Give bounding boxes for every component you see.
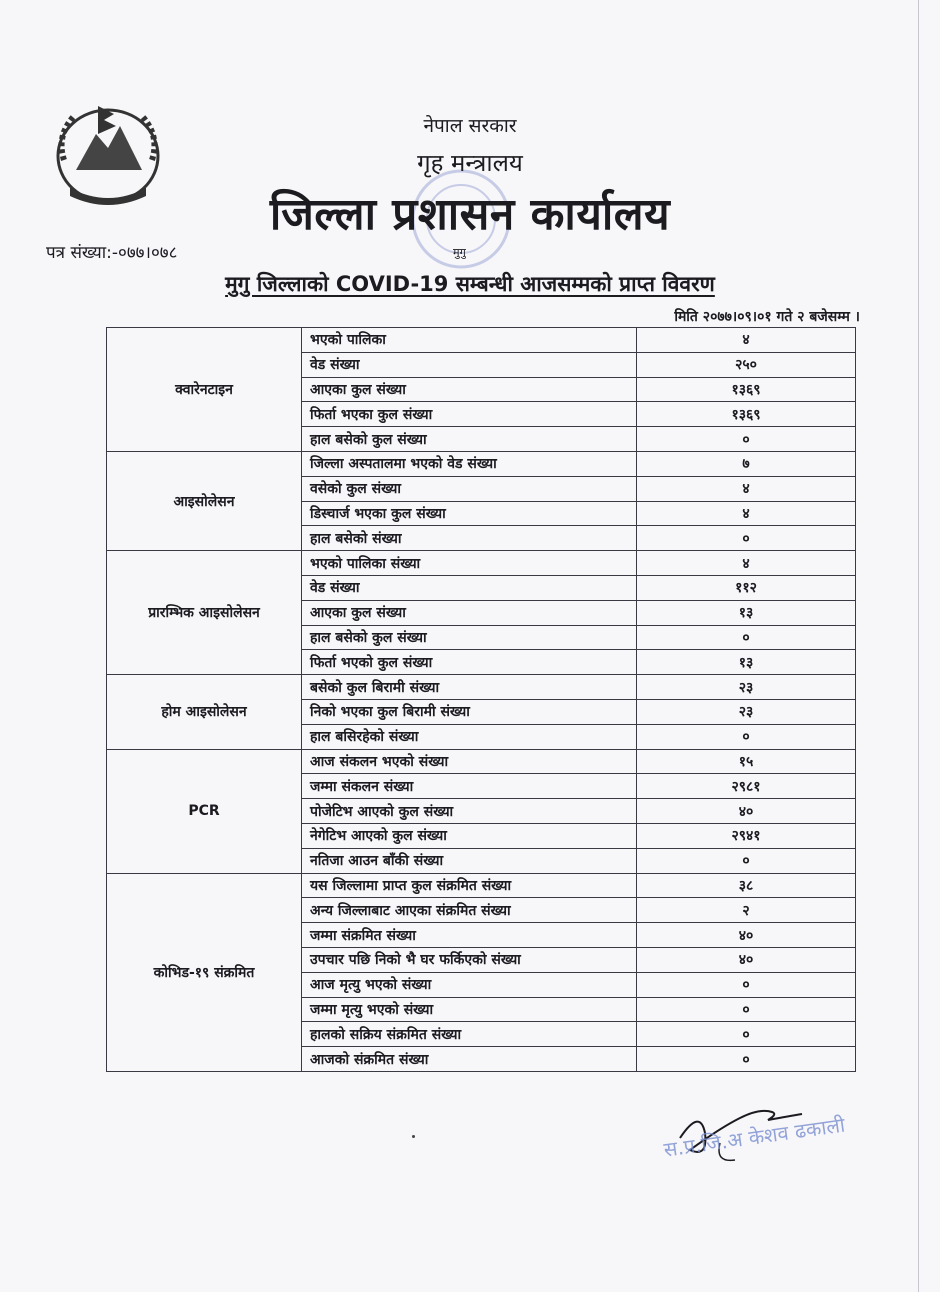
category-cell: कोभिड-१९ संक्रमित <box>107 873 302 1071</box>
item-value-cell: ० <box>637 724 856 749</box>
item-value-cell: ४० <box>637 947 856 972</box>
table-row <box>107 873 856 898</box>
item-value-cell: ३८ <box>637 873 856 898</box>
table-row <box>107 551 856 576</box>
item-label-cell: वेड संख्या <box>302 575 637 600</box>
item-value-cell: ० <box>637 997 856 1022</box>
letter-number: पत्र संख्या:-०७७।०७८ <box>46 243 178 263</box>
ink-dot <box>412 1135 415 1138</box>
item-label-cell: आज मृत्यु भएको संख्या <box>302 972 637 997</box>
item-value-cell: १३ <box>637 600 856 625</box>
table-row <box>107 749 856 774</box>
item-value-cell: ० <box>637 526 856 551</box>
category-cell: होम आइसोलेसन <box>107 675 302 749</box>
item-label-cell: आजको संक्रमित संख्या <box>302 1047 637 1072</box>
item-label-cell: उपचार पछि निको भै घर फर्किएको संख्या <box>302 947 637 972</box>
report-date: मिति २०७७।०९।०१ गते २ बजेसम्म । <box>674 309 860 325</box>
item-label-cell: हाल बसेको कुल संख्या <box>302 625 637 650</box>
item-value-cell: २९४१ <box>637 823 856 848</box>
item-value-cell: १३६९ <box>637 402 856 427</box>
item-value-cell: ४ <box>637 476 856 501</box>
item-label-cell: भएको पालिका संख्या <box>302 551 637 576</box>
item-value-cell: २९८१ <box>637 774 856 799</box>
item-value-cell: १३६९ <box>637 377 856 402</box>
item-value-cell: ० <box>637 427 856 452</box>
item-value-cell: ११२ <box>637 575 856 600</box>
category-cell: आइसोलेसन <box>107 451 302 550</box>
item-value-cell: २ <box>637 898 856 923</box>
item-label-cell: बसेको कुल बिरामी संख्या <box>302 675 637 700</box>
item-label-cell: फिर्ता भएको कुल संख्या <box>302 650 637 675</box>
item-value-cell: १३ <box>637 650 856 675</box>
item-label-cell: भएको पालिका <box>302 328 637 353</box>
item-value-cell: १५ <box>637 749 856 774</box>
item-label-cell: फिर्ता भएका कुल संख्या <box>302 402 637 427</box>
item-label-cell: हालको सक्रिय संक्रमित संख्या <box>302 1022 637 1047</box>
item-value-cell: ४ <box>637 328 856 353</box>
category-cell: प्रारम्भिक आइसोलेसन <box>107 551 302 675</box>
item-value-cell: ० <box>637 972 856 997</box>
table-row <box>107 451 856 476</box>
item-label-cell: जम्मा संकलन संख्या <box>302 774 637 799</box>
subject-heading <box>0 270 940 298</box>
item-value-cell: ० <box>637 1047 856 1072</box>
signatory-stamp: स.प्र.जि.अ केशव ढकाली <box>662 1112 847 1162</box>
ministry-name: गृह मन्त्रालय <box>417 149 523 177</box>
item-value-cell: ४० <box>637 923 856 948</box>
district-name: मुगु <box>453 246 466 259</box>
item-label-cell: नतिजा आउन बाँकी संख्या <box>302 848 637 873</box>
item-label-cell: डिस्चार्ज भएका कुल संख्या <box>302 501 637 526</box>
item-label-cell: वसेको कुल संख्या <box>302 476 637 501</box>
item-label-cell: जम्मा मृत्यु भएको संख्या <box>302 997 637 1022</box>
covid-status-table <box>106 327 856 1072</box>
item-value-cell: ४ <box>637 501 856 526</box>
item-label-cell: आज संकलन भएको संख्या <box>302 749 637 774</box>
category-cell: PCR <box>107 749 302 873</box>
item-label-cell: हाल बसिरहेको संख्या <box>302 724 637 749</box>
table-row <box>107 328 856 353</box>
item-label-cell: अन्य जिल्लाबाट आएका संक्रमित संख्या <box>302 898 637 923</box>
subject-text: मुगु जिल्लाको COVID-19 सम्बन्धी आजसम्मको प्राप्त विवरण <box>225 272 715 296</box>
government-name: नेपाल सरकार <box>423 115 517 137</box>
item-label-cell: आएका कुल संख्या <box>302 377 637 402</box>
office-title: जिल्ला प्रशासन कार्यालय <box>269 189 671 240</box>
item-value-cell: २३ <box>637 675 856 700</box>
table-row <box>107 675 856 700</box>
item-value-cell: ० <box>637 1022 856 1047</box>
item-label-cell: हाल बसेको कुल संख्या <box>302 427 637 452</box>
item-value-cell: २५० <box>637 352 856 377</box>
item-label-cell: जिल्ला अस्पतालमा भएको वेड संख्या <box>302 451 637 476</box>
item-value-cell: ० <box>637 848 856 873</box>
item-label-cell: आएका कुल संख्या <box>302 600 637 625</box>
item-label-cell: जम्मा संक्रमित संख्या <box>302 923 637 948</box>
item-value-cell: ४० <box>637 799 856 824</box>
item-value-cell: ४ <box>637 551 856 576</box>
item-value-cell: २३ <box>637 699 856 724</box>
item-label-cell: पोजेटिभ आएको कुल संख्या <box>302 799 637 824</box>
item-label-cell: यस जिल्लामा प्राप्त कुल संक्रमित संख्या <box>302 873 637 898</box>
item-label-cell: वेड संख्या <box>302 352 637 377</box>
category-cell: क्वारेनटाइन <box>107 328 302 452</box>
item-label-cell: नेगेटिभ आएको कुल संख्या <box>302 823 637 848</box>
item-value-cell: ० <box>637 625 856 650</box>
item-value-cell: ७ <box>637 451 856 476</box>
item-label-cell: निको भएका कुल बिरामी संख्या <box>302 699 637 724</box>
item-label-cell: हाल बसेको संख्या <box>302 526 637 551</box>
